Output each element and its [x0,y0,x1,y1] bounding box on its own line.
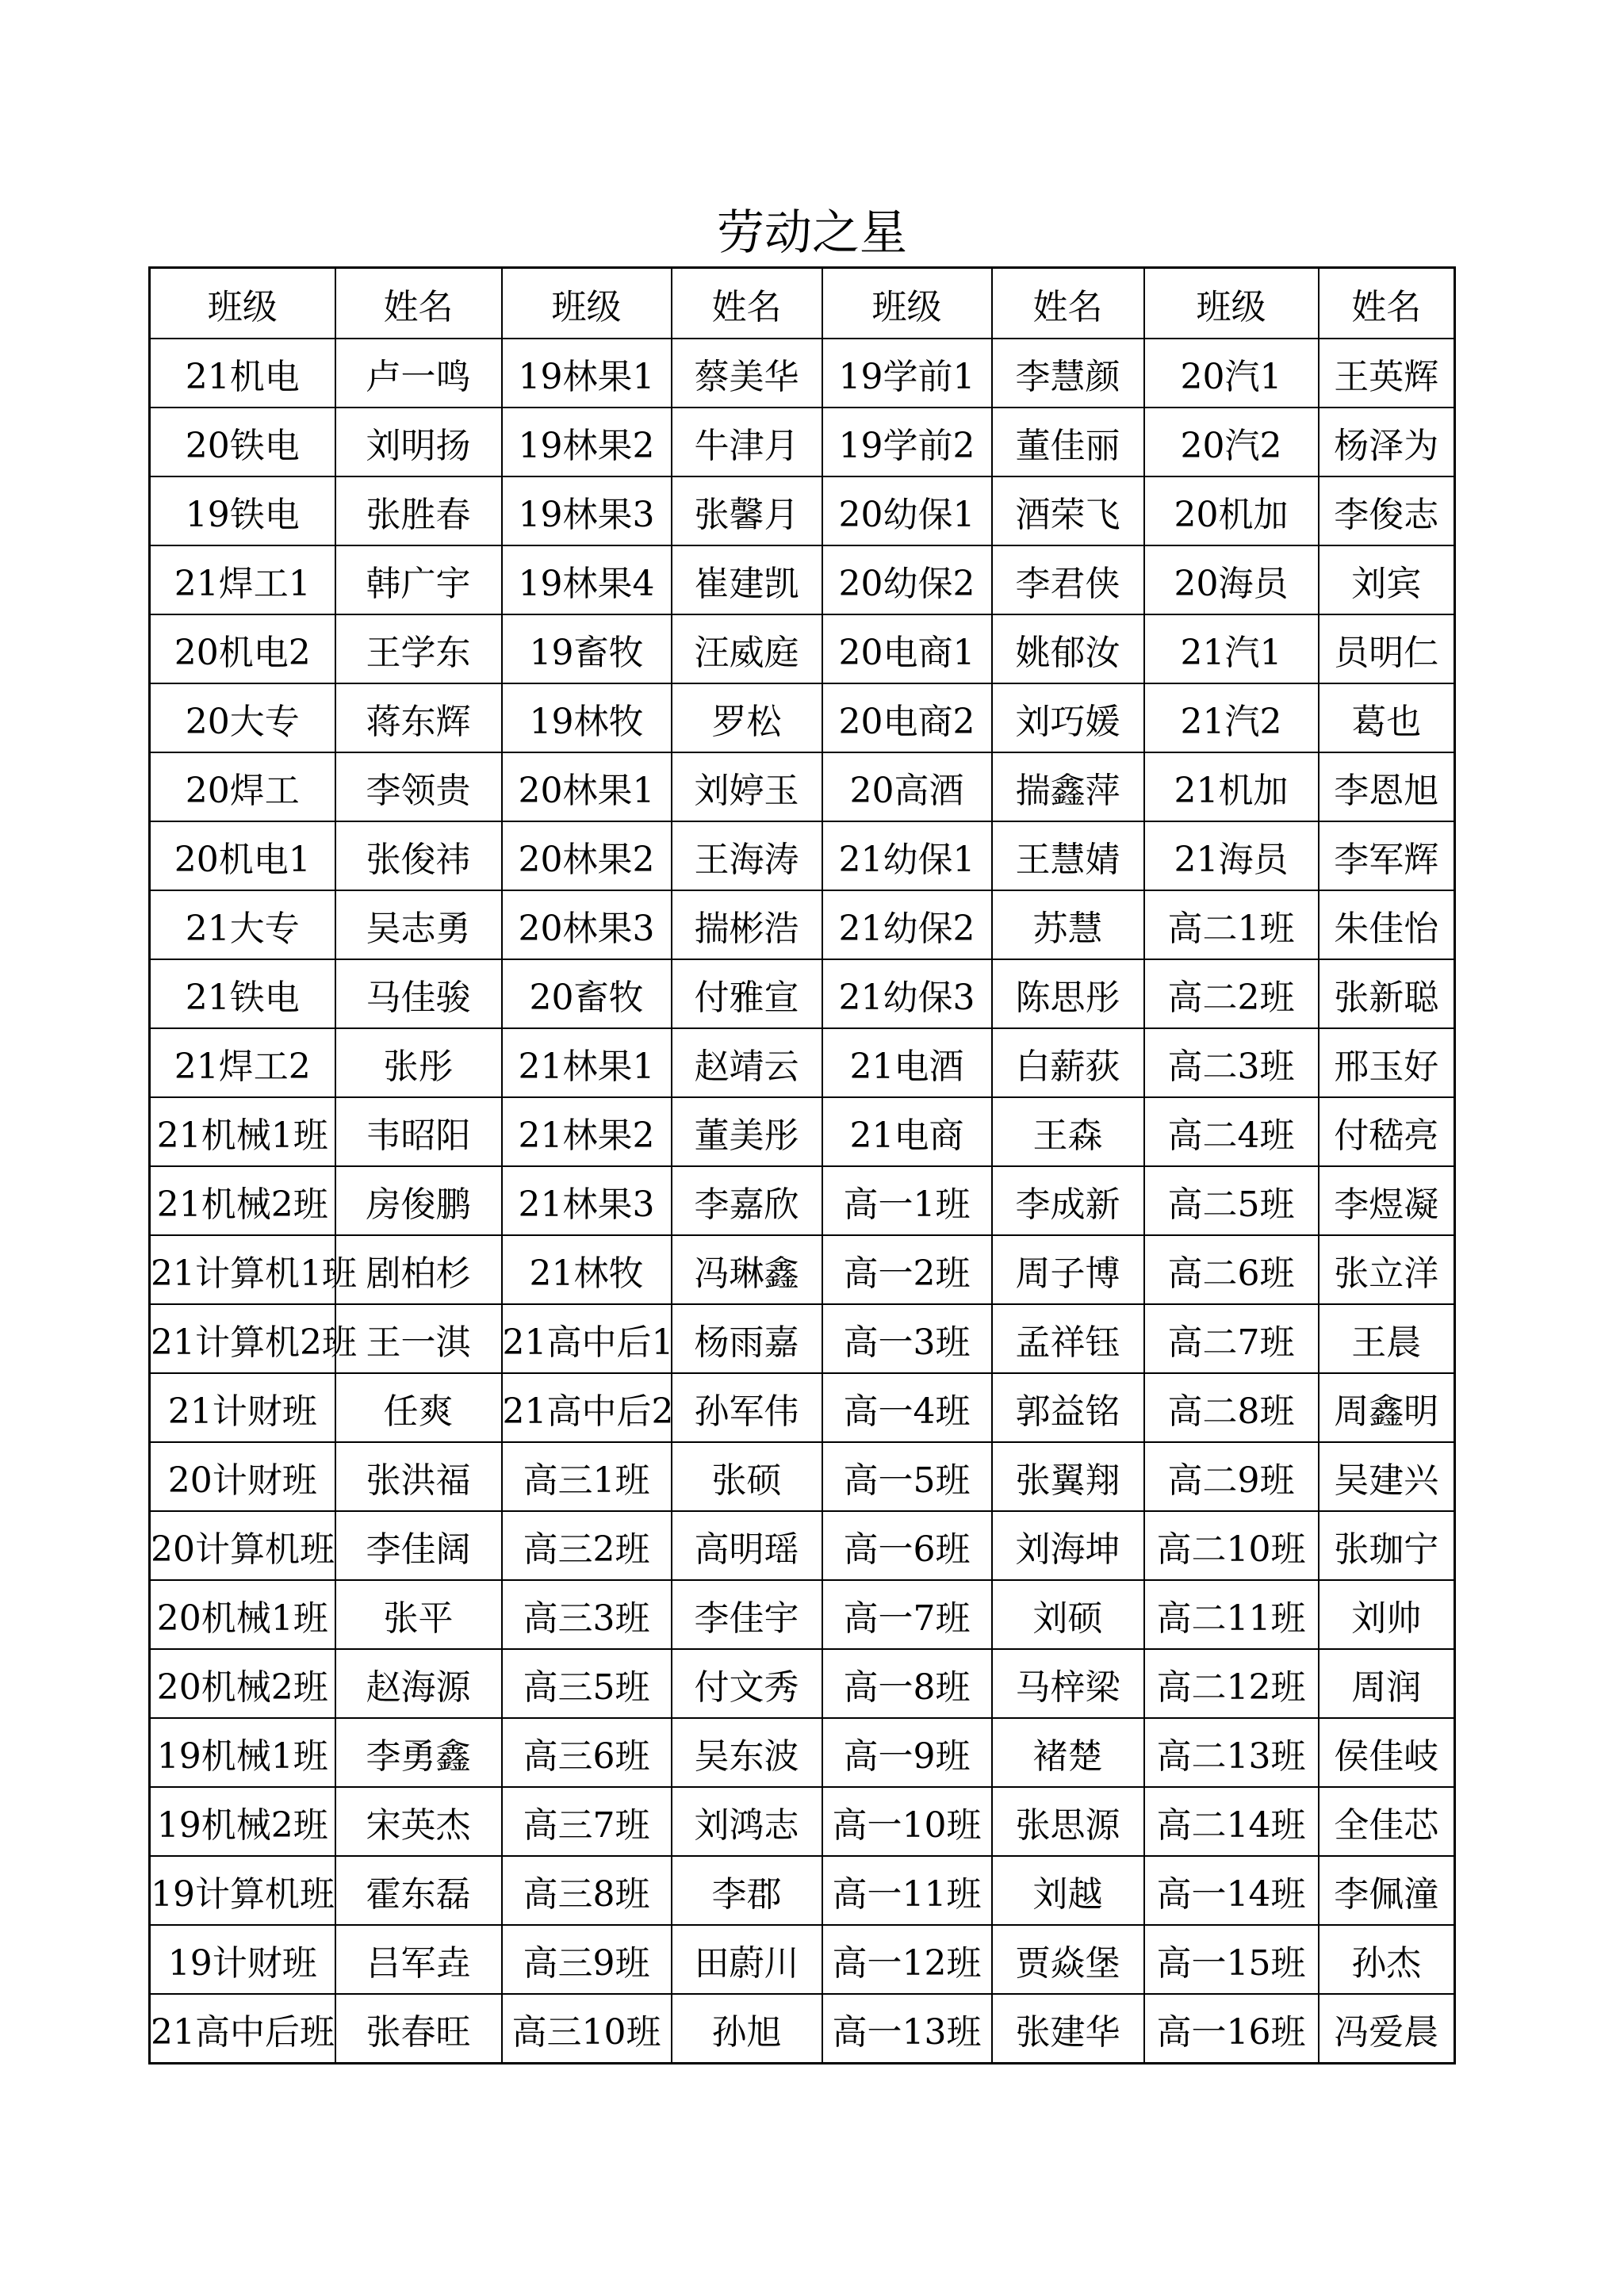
name-cell: 王森 [992,1097,1144,1166]
class-cell: 20机械1班 [150,1580,335,1649]
name-cell: 崔建凯 [672,545,822,614]
class-cell: 高一3班 [822,1304,992,1373]
name-cell: 张彤 [335,1028,502,1097]
name-cell: 蒋东辉 [335,683,502,752]
class-cell: 21机加 [1144,752,1319,821]
name-cell: 吴建兴 [1319,1442,1455,1511]
class-cell: 高二6班 [1144,1235,1319,1304]
name-cell: 酒荣飞 [992,476,1144,545]
name-cell: 白薪荻 [992,1028,1144,1097]
class-cell: 高二9班 [1144,1442,1319,1511]
name-cell: 张建华 [992,1994,1144,2064]
class-cell: 19机械1班 [150,1718,335,1787]
name-cell: 马佳骏 [335,959,502,1028]
name-cell: 刘帅 [1319,1580,1455,1649]
class-cell: 高一14班 [1144,1856,1319,1925]
class-cell: 20计财班 [150,1442,335,1511]
name-cell: 李煜凝 [1319,1166,1455,1235]
name-cell: 韩广宇 [335,545,502,614]
name-cell: 吴志勇 [335,890,502,959]
class-cell: 21电酒 [822,1028,992,1097]
name-cell: 张俊祎 [335,821,502,890]
header-name-col-4: 姓名 [1319,268,1455,339]
class-cell: 21林果3 [502,1166,672,1235]
name-cell: 刘巧媛 [992,683,1144,752]
class-cell: 20林果3 [502,890,672,959]
class-cell: 20电商2 [822,683,992,752]
class-cell: 21计算机2班 [150,1304,335,1373]
table-body [150,339,1455,2064]
name-cell: 周子博 [992,1235,1144,1304]
name-cell: 李军辉 [1319,821,1455,890]
name-cell: 李恩旭 [1319,752,1455,821]
name-cell: 牛津月 [672,408,822,476]
name-cell: 孟祥钰 [992,1304,1144,1373]
name-cell: 侯佳岐 [1319,1718,1455,1787]
name-cell: 揣彬浩 [672,890,822,959]
name-cell: 张立洋 [1319,1235,1455,1304]
name-cell: 张春旺 [335,1994,502,2064]
class-cell: 高一1班 [822,1166,992,1235]
name-cell: 罗松 [672,683,822,752]
name-cell: 邢玉好 [1319,1028,1455,1097]
class-cell: 20机电2 [150,614,335,683]
class-cell: 高一9班 [822,1718,992,1787]
class-cell: 19林果2 [502,408,672,476]
name-cell: 全佳芯 [1319,1787,1455,1856]
name-cell: 王海涛 [672,821,822,890]
name-cell: 付文秀 [672,1649,822,1718]
class-cell: 21高中后班 [150,1994,335,2064]
name-cell: 李成新 [992,1166,1144,1235]
class-cell: 21机械2班 [150,1166,335,1235]
header-name-col-3: 姓名 [992,268,1144,339]
name-cell: 张珈宁 [1319,1511,1455,1580]
class-cell: 高三1班 [502,1442,672,1511]
name-cell: 李郡 [672,1856,822,1925]
name-cell: 刘硕 [992,1580,1144,1649]
name-cell: 田蔚川 [672,1925,822,1994]
name-cell: 张翼翔 [992,1442,1144,1511]
class-cell: 高三2班 [502,1511,672,1580]
name-cell: 汪威庭 [672,614,822,683]
table-row [150,408,1455,476]
table-row [150,545,1455,614]
table-row [150,1442,1455,1511]
class-cell: 21林果2 [502,1097,672,1166]
name-cell: 张胜春 [335,476,502,545]
header-name-col-2: 姓名 [672,268,822,339]
table-row [150,1028,1455,1097]
name-cell: 冯琳鑫 [672,1235,822,1304]
name-cell: 贾焱堡 [992,1925,1144,1994]
name-cell: 张新聪 [1319,959,1455,1028]
name-cell: 李嘉欣 [672,1166,822,1235]
class-cell: 20幼保2 [822,545,992,614]
class-cell: 高一5班 [822,1442,992,1511]
class-cell: 19畜牧 [502,614,672,683]
class-cell: 高一8班 [822,1649,992,1718]
table-row [150,1856,1455,1925]
class-cell: 20畜牧 [502,959,672,1028]
name-cell: 李佩潼 [1319,1856,1455,1925]
class-cell: 高一15班 [1144,1925,1319,1994]
name-cell: 张平 [335,1580,502,1649]
class-cell: 21铁电 [150,959,335,1028]
name-cell: 周鑫明 [1319,1373,1455,1442]
class-cell: 20铁电 [150,408,335,476]
table-row [150,1511,1455,1580]
table-row [150,339,1455,408]
class-cell: 21汽1 [1144,614,1319,683]
class-cell: 高二4班 [1144,1097,1319,1166]
table-row [150,752,1455,821]
class-cell: 21高中后2 [502,1373,672,1442]
table-row [150,1787,1455,1856]
class-cell: 高二2班 [1144,959,1319,1028]
name-cell: 高明瑶 [672,1511,822,1580]
name-cell: 朱佳怡 [1319,890,1455,959]
table-row [150,476,1455,545]
table-row [150,1718,1455,1787]
class-cell: 高二7班 [1144,1304,1319,1373]
name-cell: 刘越 [992,1856,1144,1925]
table-row [150,1925,1455,1994]
name-cell: 刘明扬 [335,408,502,476]
name-cell: 付雅宣 [672,959,822,1028]
class-cell: 20机械2班 [150,1649,335,1718]
class-cell: 21幼保2 [822,890,992,959]
class-cell: 高三3班 [502,1580,672,1649]
class-cell: 高一7班 [822,1580,992,1649]
class-cell: 20海员 [1144,545,1319,614]
name-cell: 剧柏杉 [335,1235,502,1304]
name-cell: 刘鸿志 [672,1787,822,1856]
class-cell: 高二11班 [1144,1580,1319,1649]
class-cell: 高一10班 [822,1787,992,1856]
name-cell: 张洪福 [335,1442,502,1511]
class-cell: 19学前2 [822,408,992,476]
name-cell: 吴东波 [672,1718,822,1787]
name-cell: 褚楚 [992,1718,1144,1787]
class-cell: 高三6班 [502,1718,672,1787]
name-cell: 刘海坤 [992,1511,1144,1580]
header-class-col-1: 班级 [150,268,335,339]
class-cell: 21海员 [1144,821,1319,890]
name-cell: 李勇鑫 [335,1718,502,1787]
table-row [150,1580,1455,1649]
class-cell: 19学前1 [822,339,992,408]
class-cell: 20高酒 [822,752,992,821]
name-cell: 蔡美华 [672,339,822,408]
name-cell: 孙杰 [1319,1925,1455,1994]
class-cell: 21计算机1班 [150,1235,335,1304]
name-cell: 姚郁汝 [992,614,1144,683]
class-cell: 20林果2 [502,821,672,890]
name-cell: 刘宾 [1319,545,1455,614]
name-cell: 张思源 [992,1787,1144,1856]
name-cell: 付嵇亮 [1319,1097,1455,1166]
name-cell: 韦昭阳 [335,1097,502,1166]
name-cell: 赵海源 [335,1649,502,1718]
table-row [150,614,1455,683]
header-class-col-4: 班级 [1144,268,1319,339]
name-cell: 房俊鹏 [335,1166,502,1235]
name-cell: 李慧颜 [992,339,1144,408]
class-cell: 21大专 [150,890,335,959]
class-cell: 高一4班 [822,1373,992,1442]
class-cell: 高二3班 [1144,1028,1319,1097]
class-cell: 高一2班 [822,1235,992,1304]
header-name-col-1: 姓名 [335,268,502,339]
name-cell: 郭益铭 [992,1373,1144,1442]
name-cell: 霍东磊 [335,1856,502,1925]
class-cell: 19计财班 [150,1925,335,1994]
class-cell: 高二8班 [1144,1373,1319,1442]
name-cell: 王英辉 [1319,339,1455,408]
name-cell: 揣鑫萍 [992,752,1144,821]
class-cell: 高三9班 [502,1925,672,1994]
name-cell: 杨泽为 [1319,408,1455,476]
class-cell: 21机电 [150,339,335,408]
name-cell: 周润 [1319,1649,1455,1718]
name-cell: 冯爱晨 [1319,1994,1455,2064]
class-cell: 高一12班 [822,1925,992,1994]
class-cell: 21高中后1 [502,1304,672,1373]
class-cell: 19铁电 [150,476,335,545]
name-cell: 张硕 [672,1442,822,1511]
name-cell: 宋英杰 [335,1787,502,1856]
class-cell: 21林果1 [502,1028,672,1097]
class-cell: 高三8班 [502,1856,672,1925]
class-cell: 20电商1 [822,614,992,683]
class-cell: 高二12班 [1144,1649,1319,1718]
class-cell: 19林果1 [502,339,672,408]
table-row [150,890,1455,959]
class-cell: 19林牧 [502,683,672,752]
class-cell: 20焊工 [150,752,335,821]
name-cell: 李俊志 [1319,476,1455,545]
class-cell: 21焊工1 [150,545,335,614]
class-cell: 21电商 [822,1097,992,1166]
class-cell: 20机电1 [150,821,335,890]
class-cell: 高二5班 [1144,1166,1319,1235]
table-row [150,959,1455,1028]
header-class-col-2: 班级 [502,268,672,339]
name-cell: 陈思彤 [992,959,1144,1028]
name-cell: 孙旭 [672,1994,822,2064]
table-row [150,1097,1455,1166]
table-row [150,1994,1455,2064]
name-cell: 董美彤 [672,1097,822,1166]
class-cell: 19机械2班 [150,1787,335,1856]
name-cell: 李佳宇 [672,1580,822,1649]
class-cell: 20汽2 [1144,408,1319,476]
class-cell: 高三5班 [502,1649,672,1718]
table-row [150,1235,1455,1304]
name-cell: 李君侠 [992,545,1144,614]
class-cell: 高二13班 [1144,1718,1319,1787]
class-cell: 高一13班 [822,1994,992,2064]
name-cell: 张馨月 [672,476,822,545]
class-cell: 20林果1 [502,752,672,821]
header-row [150,268,1455,339]
name-cell: 葛也 [1319,683,1455,752]
class-cell: 高二14班 [1144,1787,1319,1856]
header-class-col-3: 班级 [822,268,992,339]
name-cell: 王慧婧 [992,821,1144,890]
class-cell: 21林牧 [502,1235,672,1304]
class-cell: 19林果3 [502,476,672,545]
class-cell: 高一11班 [822,1856,992,1925]
name-cell: 赵靖云 [672,1028,822,1097]
name-cell: 刘婷玉 [672,752,822,821]
name-cell: 王晨 [1319,1304,1455,1373]
name-cell: 王学东 [335,614,502,683]
name-cell: 任爽 [335,1373,502,1442]
class-cell: 20大专 [150,683,335,752]
honor-roll-table [148,266,1456,2064]
name-cell: 员明仁 [1319,614,1455,683]
name-cell: 王一淇 [335,1304,502,1373]
page-title: 劳动之星 [717,205,907,261]
name-cell: 董佳丽 [992,408,1144,476]
class-cell: 21汽2 [1144,683,1319,752]
name-cell: 杨雨嘉 [672,1304,822,1373]
table-row [150,1166,1455,1235]
class-cell: 21幼保1 [822,821,992,890]
class-cell: 高三7班 [502,1787,672,1856]
class-cell: 高一16班 [1144,1994,1319,2064]
class-cell: 20汽1 [1144,339,1319,408]
name-cell: 卢一鸣 [335,339,502,408]
name-cell: 苏慧 [992,890,1144,959]
name-cell: 李领贵 [335,752,502,821]
class-cell: 高一6班 [822,1511,992,1580]
class-cell: 高二1班 [1144,890,1319,959]
name-cell: 孙军伟 [672,1373,822,1442]
table-row [150,821,1455,890]
table-row [150,1373,1455,1442]
table-row [150,1304,1455,1373]
class-cell: 20幼保1 [822,476,992,545]
name-cell: 李佳阔 [335,1511,502,1580]
class-cell: 高二10班 [1144,1511,1319,1580]
table-row [150,1649,1455,1718]
name-cell: 马梓梁 [992,1649,1144,1718]
class-cell: 21幼保3 [822,959,992,1028]
class-cell: 高三10班 [502,1994,672,2064]
class-cell: 21焊工2 [150,1028,335,1097]
class-cell: 20机加 [1144,476,1319,545]
class-cell: 19计算机班 [150,1856,335,1925]
class-cell: 21机械1班 [150,1097,335,1166]
class-cell: 20计算机班 [150,1511,335,1580]
class-cell: 21计财班 [150,1373,335,1442]
name-cell: 吕军垚 [335,1925,502,1994]
class-cell: 19林果4 [502,545,672,614]
table-row [150,683,1455,752]
